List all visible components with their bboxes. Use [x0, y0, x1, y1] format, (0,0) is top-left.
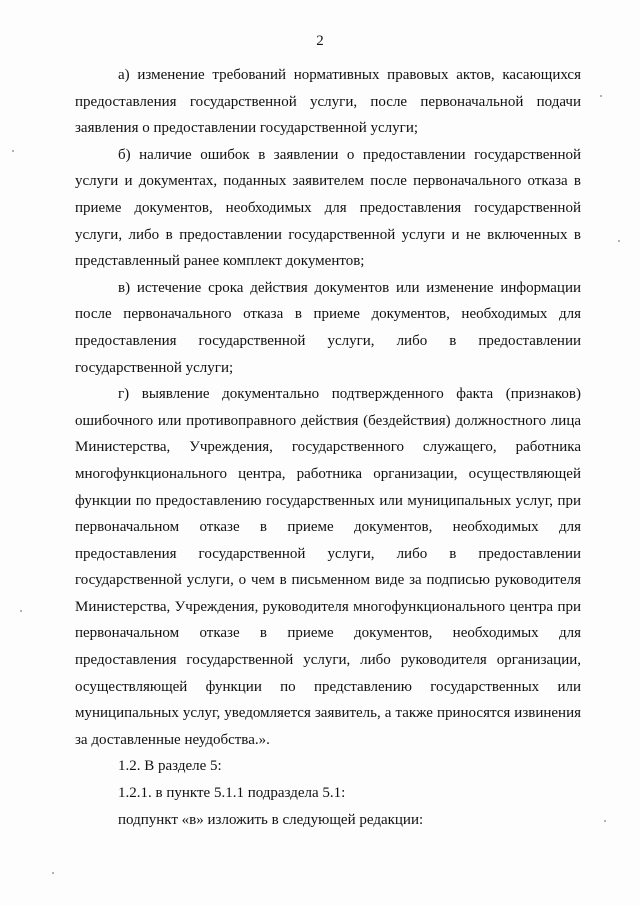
paragraph-section-1-2: 1.2. В разделе 5:: [118, 758, 222, 775]
paragraph-item-b: б) наличие ошибок в заявлении о предоставлении государственной услуги и документах, поданных заявителем после первоначального отказа в приеме документов, необходимых для предоставления государственной услуги, либо в предоставлении государственной услуги и не включенных в представленный ранее комплект документов;: [75, 146, 581, 270]
scan-speck: [52, 872, 54, 874]
document-body: [75, 62, 581, 833]
paragraph-item-g: г) выявление документально подтвержденного факта (признаков) ошибочного или противоправного действия (бездействия) должностного лица Министерства, Учреждения, государственного служащего, работника многофункционального центра, работника организации, осуществляющей функции по предоставлению государственных или муниципальных услуг, при первоначальном отказе в приеме документов, необходимых для предоставления государственной услуги, либо в предоставлении государственной услуги, о чем в письменном виде за подписью руководителя Министерства, Учреждения, руководителя многофункционального центра при первоначальном отказе в приеме документов, необходимых для предоставления государственной услуги, либо руководителя организации, осуществляющей функции по представлению государственных или муниципальных услуг, уведомляется заявитель, а также приносятся извинения за доставленные неудобства.».: [75, 386, 581, 748]
scan-speck: [600, 95, 602, 97]
scan-speck: [618, 240, 620, 242]
scan-speck: [604, 820, 606, 822]
scan-speck: [12, 150, 14, 152]
paragraph-section-1-2-1: 1.2.1. в пункте 5.1.1 подраздела 5.1:: [118, 785, 346, 802]
paragraph-item-v: в) истечение срока действия документов или изменение информации после первоначального отказа в приеме документов, необходимых для предоставления государственной услуги, либо в предоставлении государственной услуги;: [75, 279, 581, 376]
page-number: 2: [316, 33, 324, 49]
scan-speck: [20, 610, 22, 612]
paragraph-item-a: а) изменение требований нормативных правовых актов, касающихся предоставления государственной услуги, после первоначальной подачи заявления о предоставлении государственной услуги;: [75, 67, 581, 137]
paragraph-subitem-v-instruction: подпункт «в» изложить в следующей редакции:: [118, 811, 424, 828]
